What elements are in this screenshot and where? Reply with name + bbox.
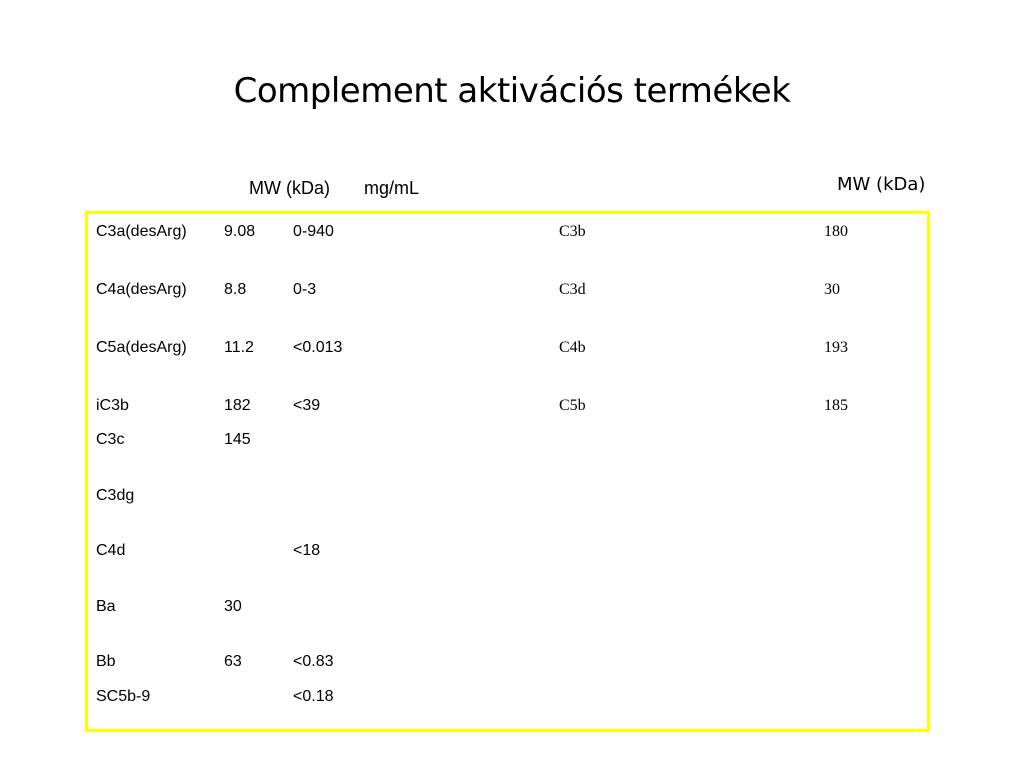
left-row-2-conc: <0.013 bbox=[293, 339, 343, 356]
left-row-8-conc: <0.83 bbox=[293, 653, 334, 670]
left-row-3-name: iC3b bbox=[96, 397, 129, 414]
right-row-2-name: C4b bbox=[559, 339, 586, 356]
left-row-1-mw: 8.8 bbox=[224, 281, 247, 298]
right-row-1-mw: 30 bbox=[824, 281, 840, 298]
left-row-4-name: C3c bbox=[96, 431, 125, 448]
left-row-9-name: SC5b-9 bbox=[96, 688, 151, 705]
left-row-3-conc: <39 bbox=[293, 397, 321, 414]
left-row-9-conc: <0.18 bbox=[293, 688, 334, 705]
left-row-5-name: C3dg bbox=[96, 487, 135, 504]
right-row-2-mw: 193 bbox=[824, 339, 848, 356]
left-row-2-name: C5a(desArg) bbox=[96, 339, 187, 356]
left-row-0-conc: 0-940 bbox=[293, 223, 334, 240]
left-row-4-mw: 145 bbox=[224, 431, 251, 448]
left-row-8-name: Bb bbox=[96, 653, 116, 670]
right-row-0-mw: 180 bbox=[824, 223, 848, 240]
header-mg-ml: mg/mL bbox=[364, 178, 420, 198]
right-row-1-name: C3d bbox=[559, 281, 586, 298]
slide-title: Complement aktivációs termékek bbox=[233, 71, 791, 111]
left-row-3-mw: 182 bbox=[224, 397, 251, 414]
right-row-3-name: C5b bbox=[559, 397, 586, 414]
left-row-7-mw: 30 bbox=[224, 598, 242, 615]
right-row-3-mw: 185 bbox=[824, 397, 848, 414]
left-row-1-name: C4a(desArg) bbox=[96, 281, 187, 298]
header-mw-right: MW (kDa) bbox=[837, 174, 926, 195]
left-row-8-mw: 63 bbox=[224, 653, 242, 670]
left-row-0-name: C3a(desArg) bbox=[96, 223, 187, 240]
left-row-6-conc: <18 bbox=[293, 542, 321, 559]
left-row-6-name: C4d bbox=[96, 542, 126, 559]
header-mw-left: MW (kDa) bbox=[249, 178, 330, 198]
left-row-7-name: Ba bbox=[96, 598, 116, 615]
left-row-2-mw: 11.2 bbox=[224, 339, 254, 356]
left-row-0-mw: 9.08 bbox=[224, 223, 256, 240]
left-row-1-conc: 0-3 bbox=[293, 281, 317, 298]
data-table-frame bbox=[85, 211, 930, 732]
right-row-0-name: C3b bbox=[559, 223, 586, 240]
